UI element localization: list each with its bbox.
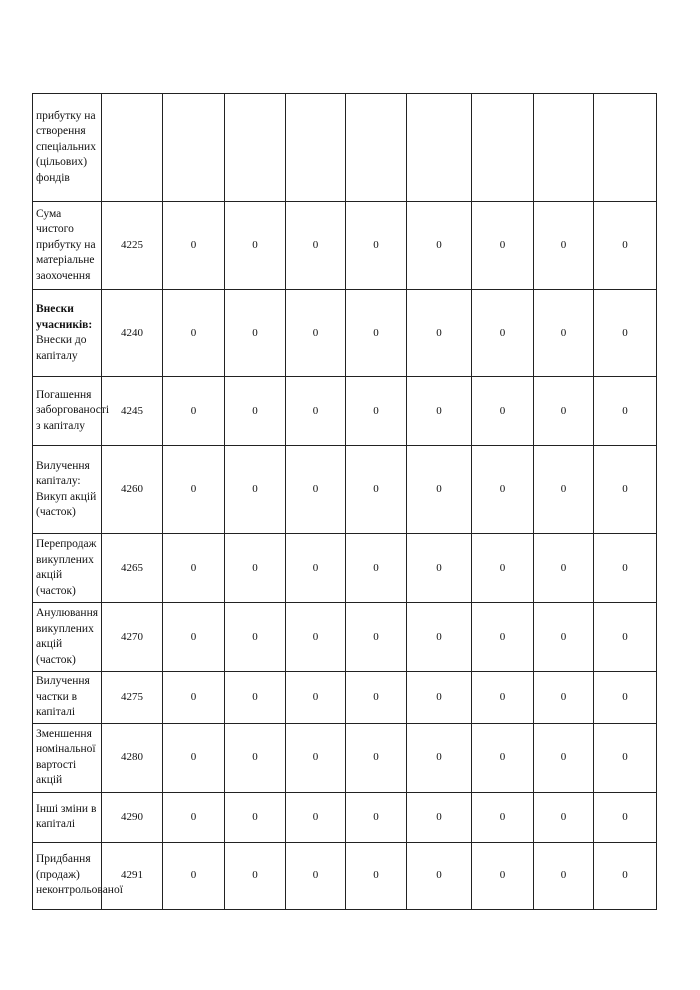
row-label-text: Перепродаж викуплених акцій (часток) bbox=[36, 538, 97, 597]
value-cell: 0 bbox=[472, 446, 534, 534]
value-cell: 0 bbox=[472, 723, 534, 792]
value-cell: 0 bbox=[534, 290, 594, 377]
value-cell: 0 bbox=[534, 723, 594, 792]
value-cell: 0 bbox=[286, 792, 346, 842]
value-cell: 0 bbox=[346, 842, 407, 909]
table-row bbox=[33, 94, 657, 202]
value-cell: 0 bbox=[286, 723, 346, 792]
row-code: 4265 bbox=[102, 534, 163, 603]
row-label bbox=[33, 290, 102, 377]
value-cell: 0 bbox=[407, 377, 472, 446]
row-code: 4275 bbox=[102, 672, 163, 724]
value-cell: 0 bbox=[594, 446, 657, 534]
table-row bbox=[33, 534, 657, 603]
value-cell: 0 bbox=[163, 446, 225, 534]
value-cell: 0 bbox=[225, 446, 286, 534]
value-cell: 0 bbox=[472, 290, 534, 377]
table-row bbox=[33, 446, 657, 534]
row-label bbox=[33, 94, 102, 202]
value-cell: 0 bbox=[407, 842, 472, 909]
row-code: 4245 bbox=[102, 377, 163, 446]
value-cell: 0 bbox=[472, 792, 534, 842]
value-cell: 0 bbox=[534, 534, 594, 603]
value-cell: 0 bbox=[163, 377, 225, 446]
value-cell: 0 bbox=[163, 534, 225, 603]
value-cell: 0 bbox=[594, 723, 657, 792]
value-cell: 0 bbox=[407, 534, 472, 603]
value-cell: 0 bbox=[346, 202, 407, 290]
value-cell: 0 bbox=[534, 603, 594, 672]
table-row bbox=[33, 202, 657, 290]
value-cell: 0 bbox=[594, 603, 657, 672]
value-cell: 0 bbox=[407, 723, 472, 792]
row-label-text: Зменшення номінальної вартості акцій bbox=[36, 727, 96, 786]
row-label bbox=[33, 446, 102, 534]
value-cell: 0 bbox=[163, 842, 225, 909]
value-cell bbox=[407, 94, 472, 202]
value-cell: 0 bbox=[286, 290, 346, 377]
value-cell: 0 bbox=[225, 792, 286, 842]
value-cell: 0 bbox=[407, 672, 472, 724]
row-label-text: Вилучення капіталу: Викуп акцій (часток) bbox=[36, 459, 97, 518]
value-cell: 0 bbox=[286, 377, 346, 446]
value-cell: 0 bbox=[407, 290, 472, 377]
value-cell: 0 bbox=[286, 842, 346, 909]
value-cell: 0 bbox=[472, 603, 534, 672]
value-cell: 0 bbox=[346, 672, 407, 724]
table-row bbox=[33, 842, 657, 909]
value-cell: 0 bbox=[163, 290, 225, 377]
value-cell bbox=[286, 94, 346, 202]
row-label-text: прибутку на створення спеціальних (цільових) фондів bbox=[36, 109, 96, 184]
table-row bbox=[33, 377, 657, 446]
value-cell: 0 bbox=[163, 672, 225, 724]
value-cell: 0 bbox=[163, 603, 225, 672]
value-cell: 0 bbox=[286, 672, 346, 724]
value-cell: 0 bbox=[286, 534, 346, 603]
row-label bbox=[33, 672, 102, 724]
value-cell: 0 bbox=[594, 672, 657, 724]
value-cell bbox=[594, 94, 657, 202]
row-label bbox=[33, 792, 102, 842]
value-cell: 0 bbox=[346, 446, 407, 534]
row-code: 4240 bbox=[102, 290, 163, 377]
row-label-text: Внески до капіталу bbox=[36, 334, 87, 362]
row-code: 4291 bbox=[102, 842, 163, 909]
row-label bbox=[33, 202, 102, 290]
value-cell: 0 bbox=[594, 534, 657, 603]
row-label-text: Вилучення частки в капіталі bbox=[36, 675, 90, 718]
row-label-text: Погашення заборгованості з капіталу bbox=[36, 388, 110, 432]
value-cell: 0 bbox=[472, 842, 534, 909]
row-code: 4225 bbox=[102, 202, 163, 290]
equity-changes-table bbox=[32, 93, 657, 910]
row-code bbox=[102, 94, 163, 202]
value-cell: 0 bbox=[346, 792, 407, 842]
table-row bbox=[33, 672, 657, 724]
value-cell: 0 bbox=[346, 377, 407, 446]
value-cell: 0 bbox=[407, 202, 472, 290]
value-cell: 0 bbox=[225, 290, 286, 377]
value-cell: 0 bbox=[225, 723, 286, 792]
value-cell: 0 bbox=[407, 603, 472, 672]
value-cell: 0 bbox=[225, 842, 286, 909]
table-row bbox=[33, 792, 657, 842]
row-code: 4290 bbox=[102, 792, 163, 842]
row-label bbox=[33, 377, 110, 446]
value-cell: 0 bbox=[594, 290, 657, 377]
value-cell: 0 bbox=[163, 202, 225, 290]
value-cell: 0 bbox=[163, 723, 225, 792]
row-label bbox=[33, 842, 123, 909]
row-label-text: Інші зміни в капіталі bbox=[36, 802, 97, 830]
value-cell: 0 bbox=[225, 534, 286, 603]
value-cell: 0 bbox=[534, 792, 594, 842]
value-cell: 0 bbox=[594, 377, 657, 446]
table-row bbox=[33, 723, 657, 792]
value-cell bbox=[163, 94, 225, 202]
table-row bbox=[33, 603, 657, 672]
value-cell: 0 bbox=[594, 202, 657, 290]
value-cell: 0 bbox=[472, 377, 534, 446]
value-cell: 0 bbox=[407, 792, 472, 842]
value-cell: 0 bbox=[534, 377, 594, 446]
row-label bbox=[33, 723, 102, 792]
value-cell: 0 bbox=[286, 446, 346, 534]
row-label-text: Придбання (продаж) неконтрольованої bbox=[36, 853, 123, 897]
value-cell: 0 bbox=[472, 202, 534, 290]
value-cell bbox=[346, 94, 407, 202]
value-cell: 0 bbox=[225, 202, 286, 290]
row-code: 4280 bbox=[102, 723, 163, 792]
value-cell: 0 bbox=[286, 202, 346, 290]
row-label bbox=[33, 603, 102, 672]
value-cell: 0 bbox=[534, 842, 594, 909]
row-code: 4260 bbox=[102, 446, 163, 534]
value-cell bbox=[534, 94, 594, 202]
value-cell: 0 bbox=[225, 603, 286, 672]
row-label-text: Сума чистого прибутку на матеріальне заохочення bbox=[36, 207, 96, 282]
value-cell: 0 bbox=[225, 672, 286, 724]
value-cell: 0 bbox=[346, 603, 407, 672]
row-label-bold-text: Внески учасників: bbox=[36, 303, 93, 331]
value-cell: 0 bbox=[534, 446, 594, 534]
table-row bbox=[33, 290, 657, 377]
value-cell: 0 bbox=[346, 534, 407, 603]
value-cell: 0 bbox=[286, 603, 346, 672]
row-label bbox=[33, 534, 102, 603]
value-cell bbox=[472, 94, 534, 202]
value-cell: 0 bbox=[225, 377, 286, 446]
row-code: 4270 bbox=[102, 603, 163, 672]
value-cell: 0 bbox=[346, 290, 407, 377]
value-cell: 0 bbox=[534, 672, 594, 724]
value-cell bbox=[225, 94, 286, 202]
value-cell: 0 bbox=[346, 723, 407, 792]
value-cell: 0 bbox=[472, 534, 534, 603]
row-label-text: Анулювання викуплених акцій (часток) bbox=[36, 607, 99, 666]
value-cell: 0 bbox=[407, 446, 472, 534]
value-cell: 0 bbox=[472, 672, 534, 724]
value-cell: 0 bbox=[163, 792, 225, 842]
value-cell: 0 bbox=[594, 792, 657, 842]
value-cell: 0 bbox=[534, 202, 594, 290]
value-cell: 0 bbox=[594, 842, 657, 909]
